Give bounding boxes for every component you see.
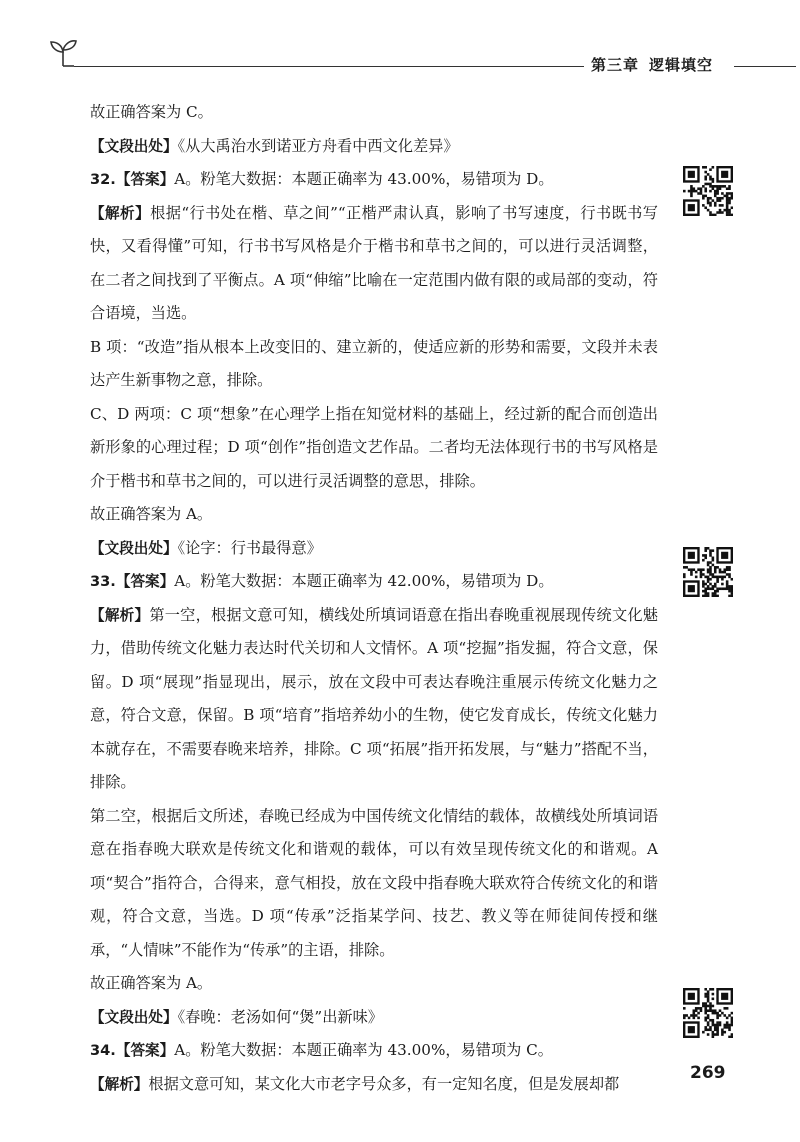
para-label: 【解析】 [90,204,151,222]
para-label: 【文段出处】 [90,1008,178,1026]
paragraph [90,163,658,197]
paragraph [90,1001,658,1035]
page-body [90,96,658,1101]
para-text: A。粉笔大数据：本题正确率为 43.00%，易错项为 D。 [174,170,554,188]
page-header [0,0,800,90]
qr-code-33[interactable] [683,547,733,597]
para-text: 第二空，根据后文所述，春晚已经成为中国传统文化情结的载体，故横线处所填词语意在指春晚大联欢是传统文化和谐观的载体，可以有效呈现传统文化的和谐观。A 项“契合”指符合，合得来，意气相投，放在文段中指春晚大联欢符合传统文化的和谐观，符合文意，当选。D 项“传承”泛指某学问、技艺、教义等在师徒间传授和继承，“人情味”不能作为“传承”的主语，排除。 [90,806,658,959]
qr-code-32[interactable] [683,166,733,216]
sprout-icon [46,36,80,70]
qr-code-34[interactable] [683,988,733,1038]
para-label: 34.【答案】 [90,1042,175,1059]
para-text: 《春晚：老汤如何“煲”出新味》 [177,1007,383,1026]
section-title: 逻辑填空 [649,56,714,74]
page-number: 269 [690,1063,726,1083]
chapter-title [591,54,713,75]
header-rule-left [74,66,584,67]
para-text: A。粉笔大数据：本题正确率为 42.00%，易错项为 D。 [174,572,554,590]
paragraph [90,130,658,164]
paragraph [90,599,658,800]
paragraph [90,498,658,532]
para-text: A。粉笔大数据：本题正确率为 43.00%，易错项为 C。 [174,1041,553,1059]
paragraph [90,800,658,968]
paragraph [90,331,658,398]
paragraph [90,96,658,130]
para-label: 32.【答案】 [90,171,175,188]
para-label: 33.【答案】 [90,573,175,590]
para-text: 故正确答案为 A。 [90,505,213,523]
para-text: 《从大禹治水到诺亚方舟看中西文化差异》 [177,136,459,155]
header-rule-right [734,66,796,67]
paragraph [90,1034,658,1068]
chapter-number: 第三章 [591,56,640,74]
paragraph [90,532,658,566]
para-text: C、D 两项：C 项“想象”在心理学上指在知觉材料的基础上，经过新的配合而创造出新形象的心理过程；D 项“创作”指创造文艺作品。二者均无法体现行书的书写风格是介于楷书和草书之间的，可以进行灵活调整的意思，排除。 [90,404,658,490]
paragraph [90,565,658,599]
para-label: 【解析】 [90,1075,149,1093]
paragraph [90,1068,658,1102]
paragraph [90,398,658,499]
para-text: 第一空，根据文意可知，横线处所填词语意在指出春晚重视展现传统文化魅力，借助传统文化魅力表达时代关切和人文情怀。A 项“挖掘”指发掘，符合文意，保留。D 项“展现”指显现出，展示，放在文段中可表达春晚注重展示传统文化魅力之意，符合文意，保留。B 项“培育”指培养幼小的生物，使它发育成长，传统文化魅力本就存在，不需要春晚来培养，排除。C 项“拓展”指开拓发展，与“魅力”搭配不当，排除。 [90,605,658,791]
para-text: 根据“行书处在楷、草之间”“正楷严肃认真，影响了书写速度，行书既书写快，又看得懂”可知，行书书写风格是介于楷书和草书之间的，可以进行灵活调整，在二者之间找到了平衡点。A 项“伸缩”比喻在一定范围内做有限的或局部的变动，符合语境，当选。 [90,203,658,322]
para-text: 根据文意可知，某文化大市老字号众多，有一定知名度，但是发展却都 [148,1074,620,1093]
para-text: 《论字：行书最得意》 [177,538,322,557]
para-label: 【解析】 [90,606,150,624]
paragraph [90,967,658,1001]
para-label: 【文段出处】 [90,137,178,155]
paragraph [90,197,658,331]
para-text: 故正确答案为 C。 [90,103,213,121]
para-text: B 项：“改造”指从根本上改变旧的、建立新的，使适应新的形势和需要，文段并未表达产生新事物之意，排除。 [90,337,658,389]
para-label: 【文段出处】 [90,539,178,557]
para-text: 故正确答案为 A。 [90,974,213,992]
